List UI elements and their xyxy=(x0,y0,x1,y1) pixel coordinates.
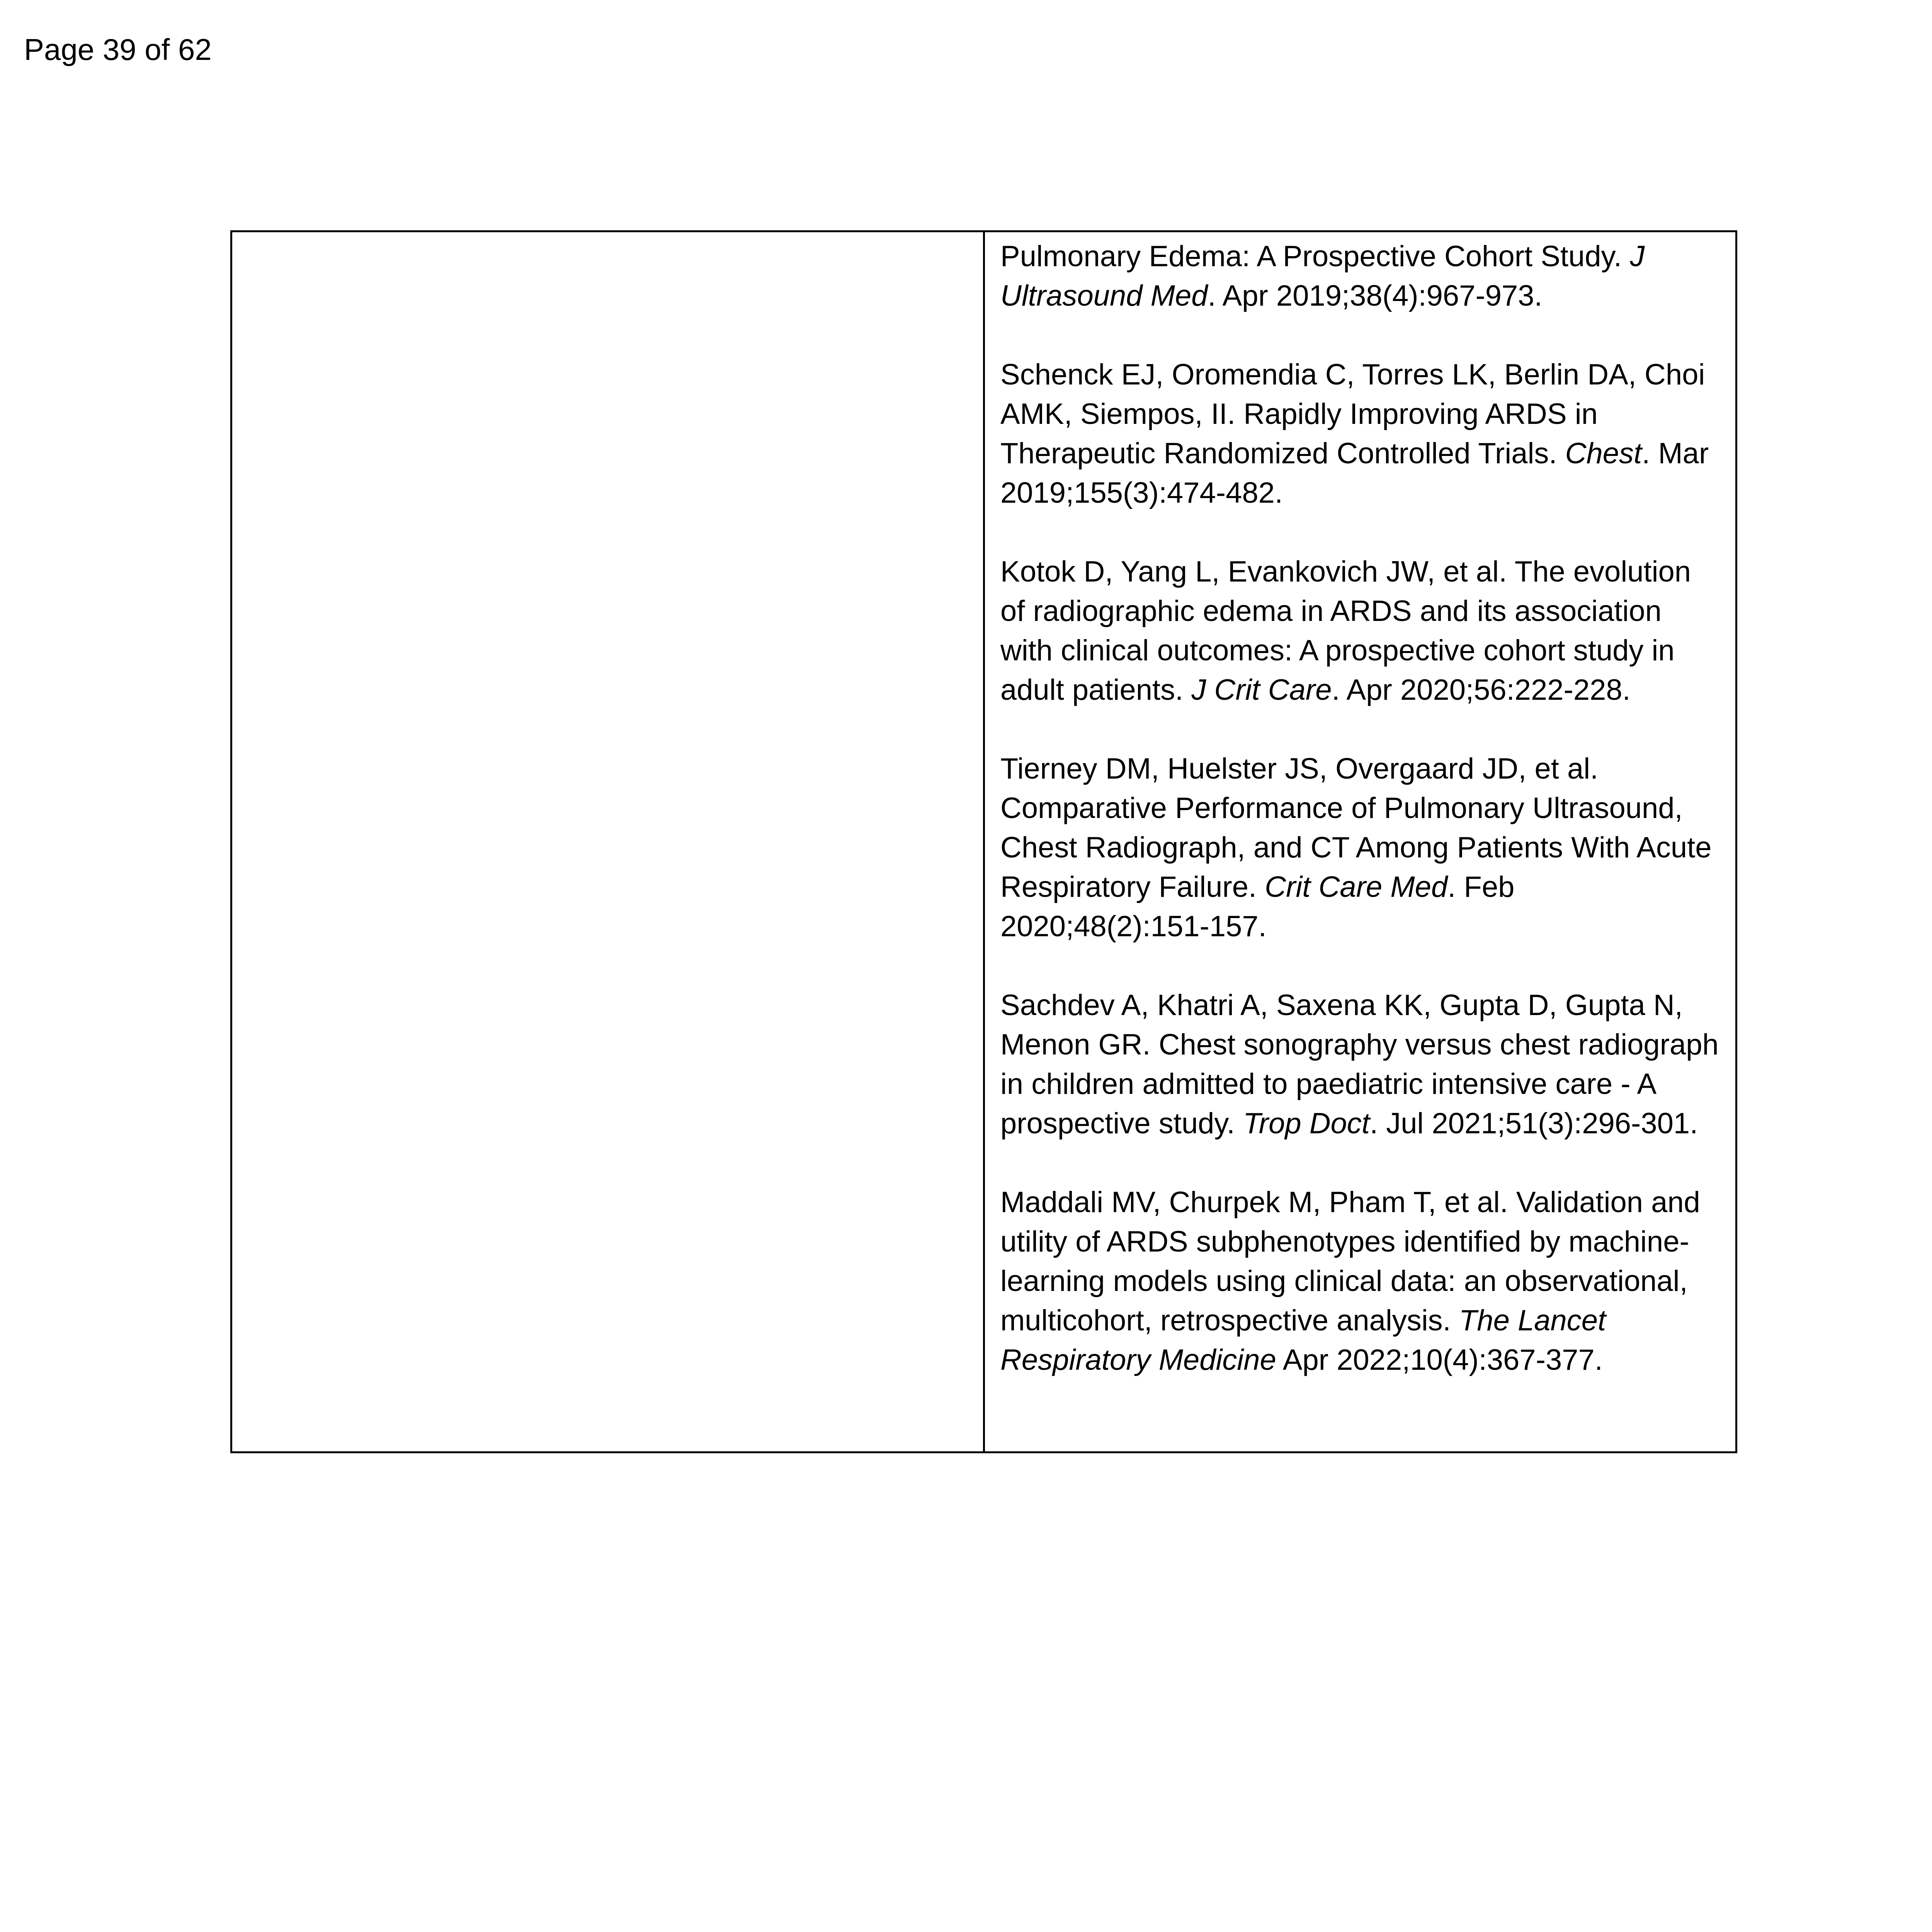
table-left-column xyxy=(232,232,985,1451)
reference-item: Tierney DM, Huelster JS, Overgaard JD, et al. Comparative Performance of Pulmonary Ultrasound, Chest Radiograph, and CT Among Patients With Acute Respiratory Failure. Crit Care Med. Feb 2020;48(2):151-157. xyxy=(1000,752,1712,943)
journal-name: Chest xyxy=(1565,437,1642,470)
page-number: Page 39 of 62 xyxy=(24,32,212,66)
journal-name: J Crit Care xyxy=(1191,673,1332,706)
reference-item: Pulmonary Edema: A Prospective Cohort Study. J Ultrasound Med. Apr 2019;38(4):967-973. xyxy=(1000,240,1645,312)
reference-item: Kotok D, Yang L, Evankovich JW, et al. The evolution of radiographic edema in ARDS and its association with clinical outcomes: A prospective cohort study in adult patients. J Crit Care. Apr 2020;56:222-228. xyxy=(1000,555,1691,706)
reference-item: Maddali MV, Churpek M, Pham T, et al. Validation and utility of ARDS subphenotypes identified by machine-learning models using clinical data: an observational, multicohort, retrospective analysis. The Lancet Respiratory Medicine Apr 2022;10(4):367-377. xyxy=(1000,1186,1700,1376)
journal-name: Crit Care Med xyxy=(1265,871,1448,903)
journal-name: J Ultrasound Med xyxy=(1000,240,1645,312)
table-right-column xyxy=(985,232,1735,1451)
journal-name: The Lancet Respiratory Medicine xyxy=(1000,1304,1606,1376)
reference-item: Schenck EJ, Oromendia C, Torres LK, Berlin DA, Choi AMK, Siempos, II. Rapidly Improving ARDS in Therapeutic Randomized Controlled Trials. Chest. Mar 2019;155(3):474-482. xyxy=(1000,358,1709,509)
reference-table xyxy=(230,230,1737,1453)
reference-item: Sachdev A, Khatri A, Saxena KK, Gupta D, Gupta N, Menon GR. Chest sonography versus chest radiograph in children admitted to paediatric intensive care - A prospective study. Trop Doct. Jul 2021;51(3):296-301. xyxy=(1000,989,1719,1140)
journal-name: Trop Doct xyxy=(1243,1107,1370,1140)
